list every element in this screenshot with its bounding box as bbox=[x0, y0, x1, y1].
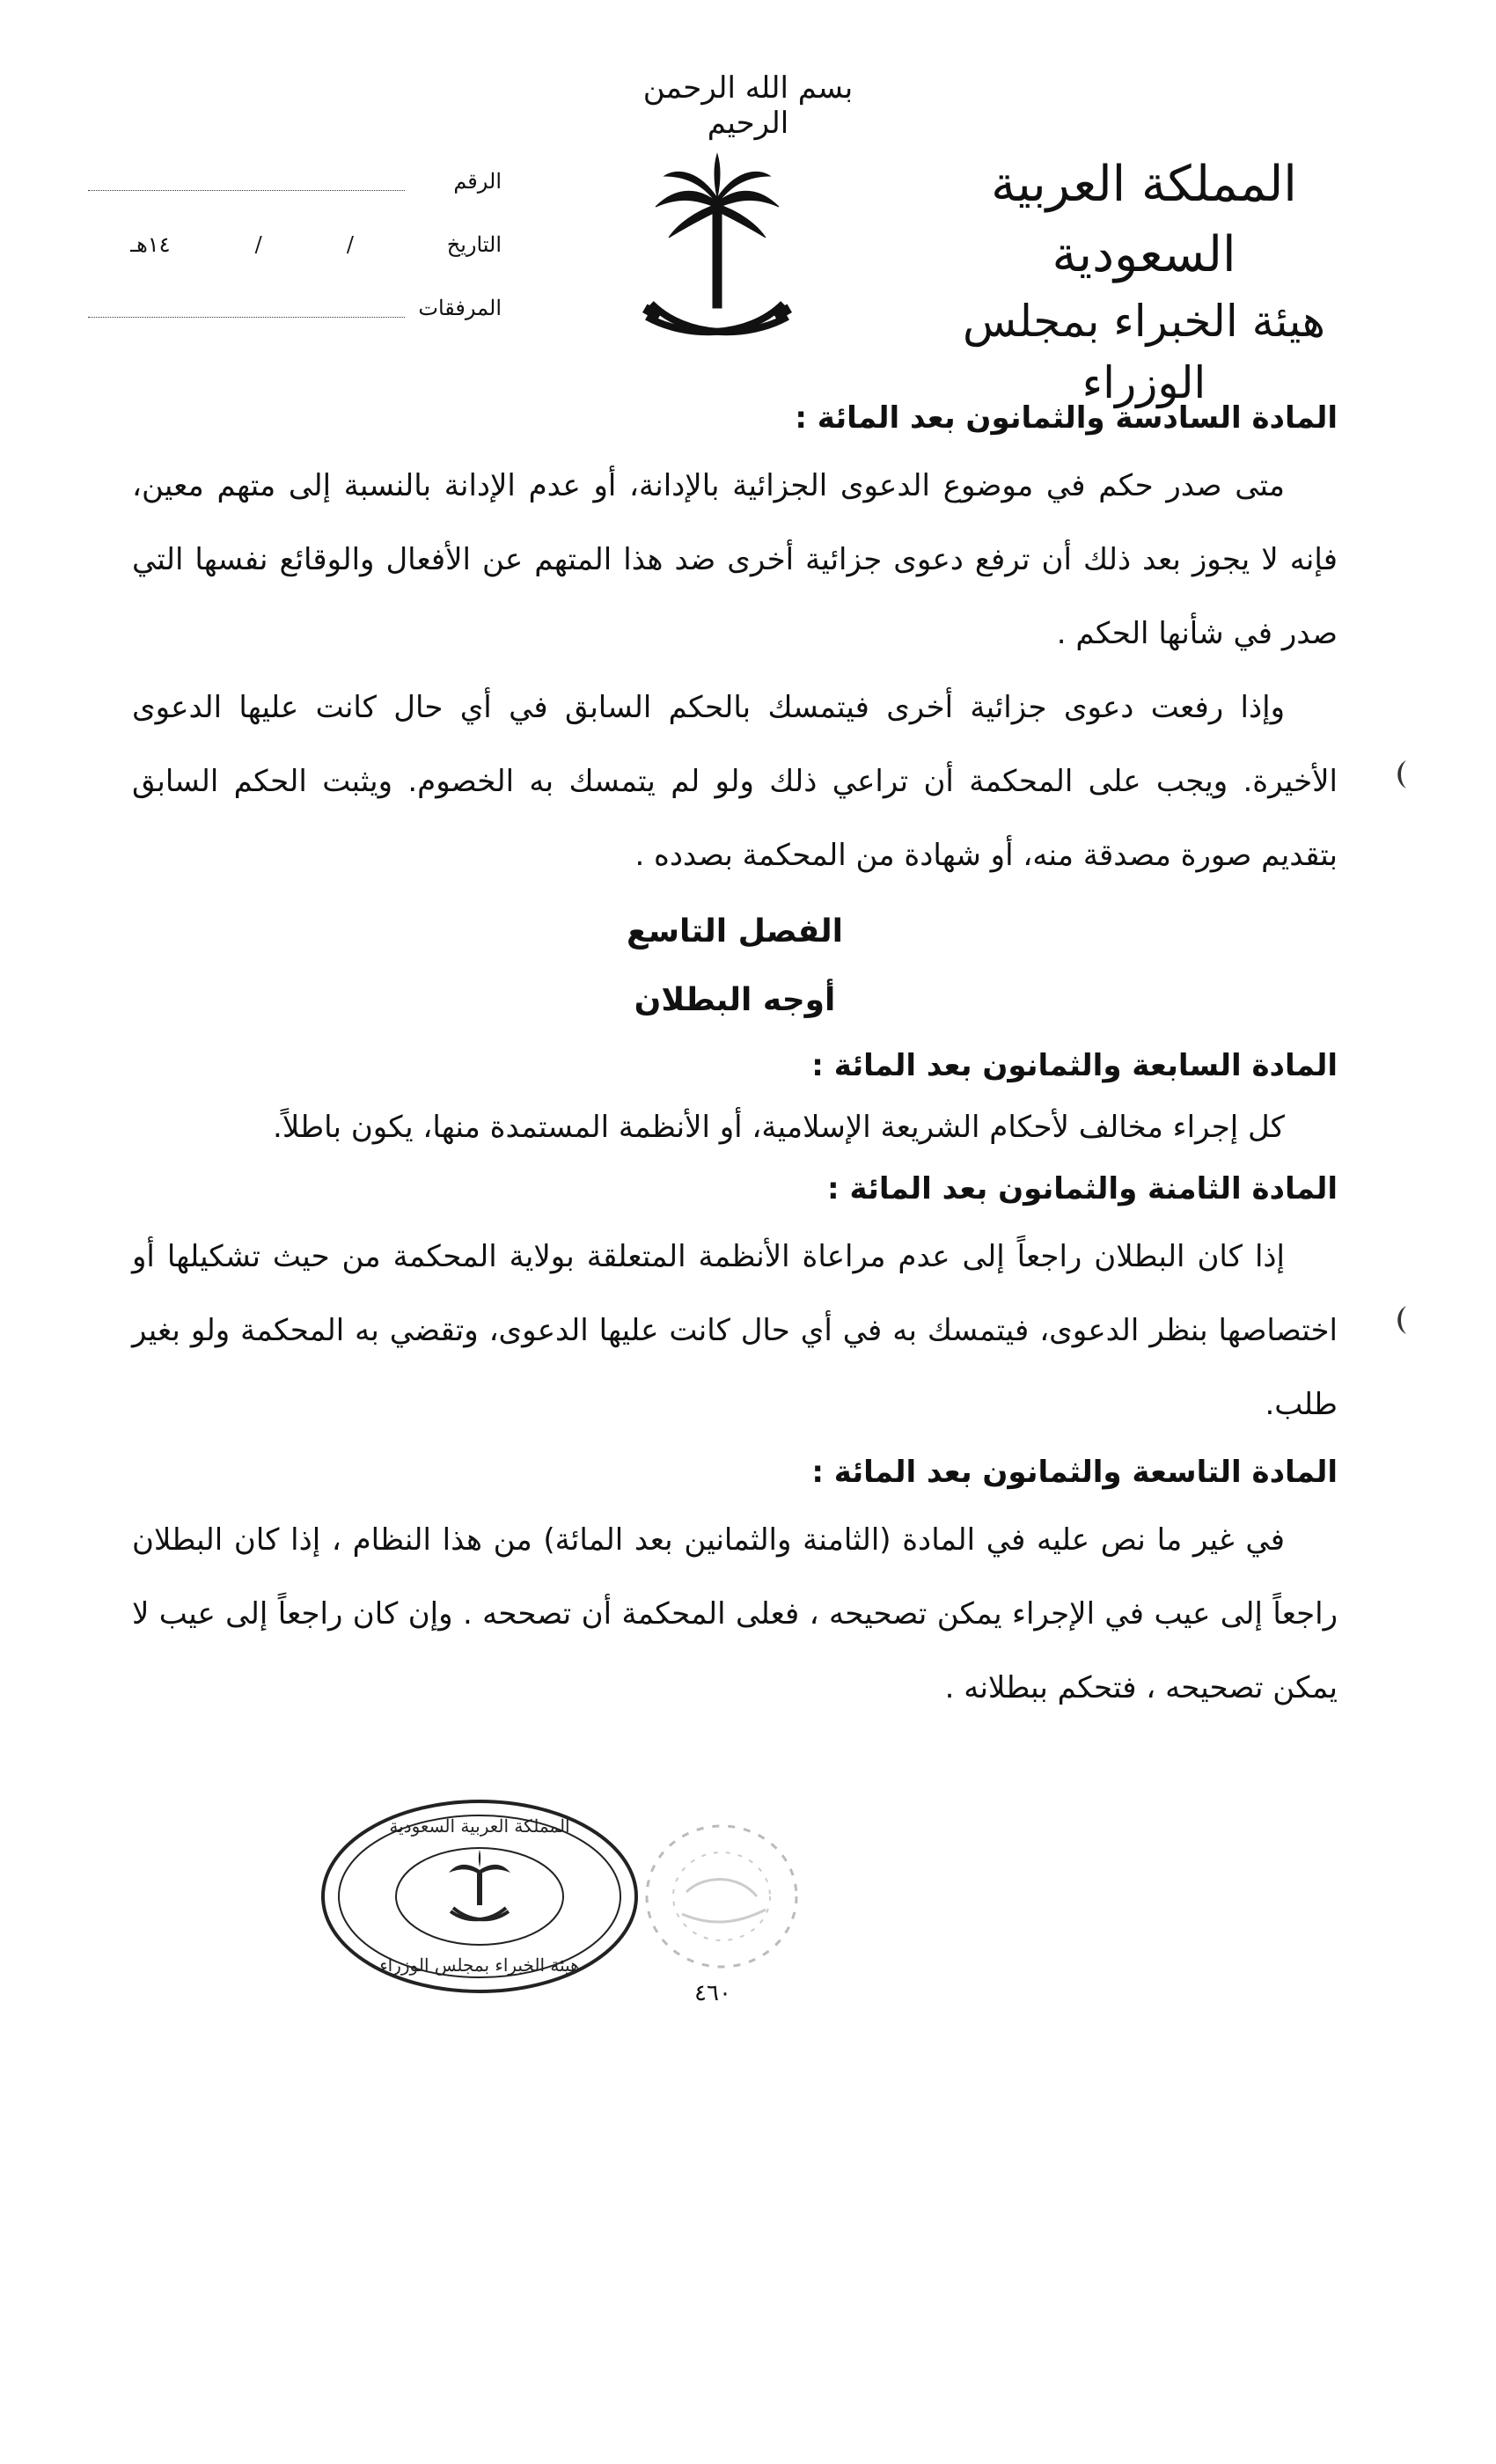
page-number: ٤٦٠ bbox=[694, 1980, 731, 2006]
attachments-label: المرفقات bbox=[418, 296, 502, 320]
attachments-row bbox=[88, 276, 502, 340]
date-separator: / bbox=[254, 232, 262, 257]
article-paragraph: متى صدر حكم في موضوع الدعوى الجزائية بالإدانة، أو عدم الإدانة بالنسبة إلى متهم معين، فإنه لا يجوز بعد ذلك أن ترفع دعوى جزائية أخرى ضد هذا المتهم عن الأفعال والوقائع نفسها التي صدر في شأنها الحكم . bbox=[132, 468, 1338, 651]
article-heading: المادة السابعة والثمانون بعد المائة : bbox=[811, 1048, 1338, 1083]
palm-swords-emblem-icon bbox=[634, 150, 801, 361]
document-body bbox=[132, 387, 1338, 1725]
official-seal-icon bbox=[317, 1795, 642, 1998]
article-heading: المادة السادسة والثمانون بعد المائة : bbox=[795, 400, 1338, 436]
seal-bottom-text: هيئة الخبراء بمجلس الوزراء bbox=[379, 1954, 580, 1976]
date-label: التاريخ bbox=[446, 232, 502, 257]
article-heading: المادة الثامنة والثمانون بعد المائة : bbox=[827, 1171, 1338, 1206]
article-paragraph: إذا كان البطلان راجعاً إلى عدم مراعاة الأنظمة المتعلقة بولاية المحكمة من حيث تشكيلها أو اختصاصها بنظر الدعوى، فيتمسك به في أي حال كانت عليها الدعوى، وتقضي به المحكمة ولو بغير طلب. bbox=[132, 1239, 1338, 1422]
date-suffix: ١٤هـ bbox=[130, 232, 171, 257]
article-paragraph: كل إجراء مخالف لأحكام الشريعة الإسلامية، أو الأنظمة المستمدة منها، يكون باطلاً. bbox=[273, 1110, 1285, 1145]
chapter-subtitle: أوجه البطلان bbox=[634, 982, 836, 1018]
org-line-2: هيئة الخبراء بمجلس الوزراء bbox=[962, 296, 1325, 408]
org-line-1: المملكة العربية السعودية bbox=[991, 156, 1297, 283]
article-paragraph: وإذا رفعت دعوى جزائية أخرى فيتمسك بالحكم السابق في أي حال كانت عليها الدعوى الأخيرة. ويجب على المحكمة أن تراعي ذلك ولو لم يتمسك به الخصوم. ويثبت الحكم السابق بتقديم صورة مصدقة منه، أو شهادة من المحكمة بصدده . bbox=[132, 690, 1338, 873]
ref-label: الرقم bbox=[453, 169, 502, 194]
article-heading: المادة التاسعة والثمانون بعد المائة : bbox=[811, 1455, 1338, 1490]
date-separator: / bbox=[346, 232, 354, 257]
ref-row bbox=[88, 150, 502, 213]
faint-stamp-icon bbox=[634, 1813, 810, 1980]
seal-top-text: المملكة العربية السعودية bbox=[389, 1815, 570, 1837]
attachments-line bbox=[88, 299, 405, 318]
date-field bbox=[88, 232, 414, 257]
punch-hole-icon bbox=[1390, 757, 1417, 792]
basmala: بسم الله الرحمن الرحيم bbox=[642, 70, 854, 141]
letterhead bbox=[0, 0, 1496, 408]
reference-block bbox=[88, 150, 502, 340]
punch-hole-icon bbox=[1390, 1302, 1417, 1338]
organization-name bbox=[898, 150, 1390, 414]
chapter-title: الفصل التاسع bbox=[627, 913, 843, 950]
ref-line bbox=[88, 172, 405, 191]
date-row bbox=[88, 213, 502, 276]
article-paragraph: في غير ما نص عليه في المادة (الثامنة والثمانين بعد المائة) من هذا النظام ، إذا كان البطلان راجعاً إلى عيب في الإجراء يمكن تصحيحه ، فعلى المحكمة أن تصححه . وإن كان راجعاً إلى عيب لا يمكن تصحيحه ، فتحكم ببطلانه . bbox=[132, 1522, 1338, 1705]
